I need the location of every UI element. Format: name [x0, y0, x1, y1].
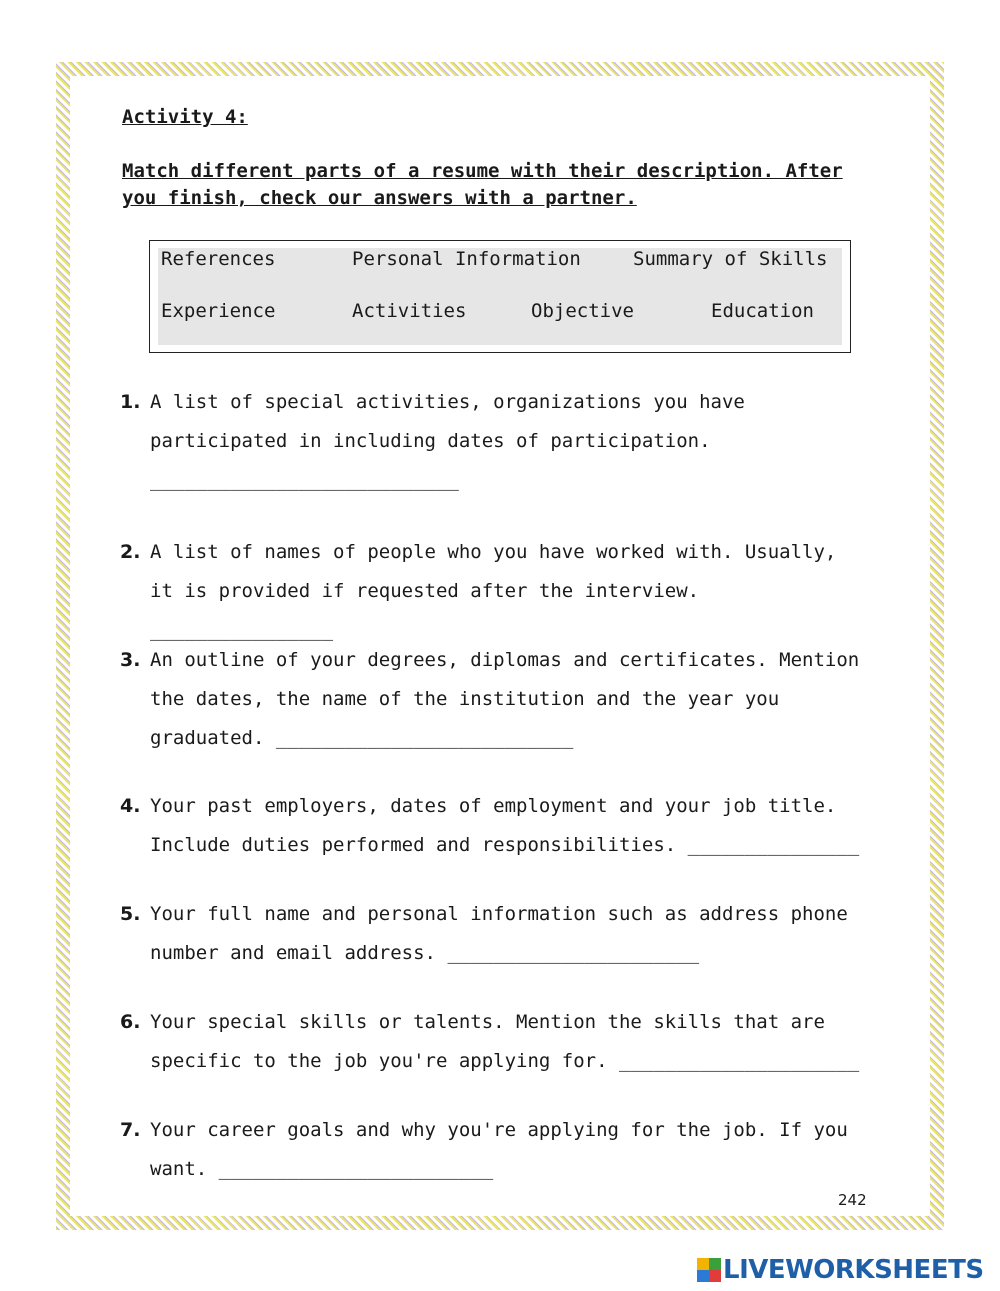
block-green: [709, 1258, 721, 1270]
answer-blank[interactable]: _______________: [687, 834, 860, 856]
question-text: Your special skills or talents. Mention the skills that are specific to the job you're applying for.: [150, 1011, 837, 1072]
answer-blank[interactable]: ________________: [150, 619, 334, 641]
question-text: Your career goals and why you're applying for the job. If you want.: [150, 1119, 860, 1180]
question-5: [120, 895, 865, 973]
question-7: [120, 1111, 865, 1189]
question-number: 1.: [120, 391, 141, 413]
question-3: [120, 641, 871, 758]
word-bank-item: Activities: [352, 300, 467, 322]
word-bank-item: Education: [711, 300, 814, 322]
answer-blank[interactable]: ___________________________: [150, 469, 459, 491]
question-text: A list of names of people who you have worked with. Usually, it is provided if requested after the interview.: [150, 541, 848, 602]
block-yellow: [697, 1258, 709, 1270]
question-number: 3.: [120, 649, 141, 671]
activity-instructions: Match different parts of a resume with their description. After you finish, check our answers with a partner.: [122, 160, 843, 209]
question-text: A list of special activities, organizations you have participated in including dates of participation.: [150, 391, 757, 452]
activity-title: Activity 4:: [122, 106, 248, 128]
question-number: 2.: [120, 541, 141, 563]
block-blue: [697, 1270, 709, 1282]
word-bank-item: References: [161, 248, 276, 270]
question-2: [120, 533, 865, 650]
word-bank-item: Objective: [531, 300, 634, 322]
liveworksheets-blocks-icon: [697, 1258, 721, 1282]
block-red: [709, 1270, 721, 1282]
question-number: 7.: [120, 1119, 141, 1141]
liveworksheets-logo-text: LIVEWORKSHEETS: [723, 1255, 984, 1285]
answer-blank[interactable]: ______________________: [447, 942, 700, 964]
page-number: 242: [838, 1191, 867, 1209]
question-1: [120, 383, 865, 500]
question-number: 6.: [120, 1011, 141, 1033]
question-number: 5.: [120, 903, 141, 925]
word-bank-box: [149, 240, 851, 353]
liveworksheets-logo[interactable]: [697, 1255, 984, 1285]
question-text: Your past employers, dates of employment and your job title. Include duties performed and responsibilities.: [150, 795, 848, 856]
question-text: An outline of your degrees, diplomas and certificates. Mention the dates, the name of the institution and the year you graduated.: [150, 649, 871, 749]
answer-blank[interactable]: __________________________: [275, 727, 574, 749]
answer-blank[interactable]: ________________________: [218, 1158, 494, 1180]
question-4: [120, 787, 865, 865]
word-bank-item: Summary of Skills: [633, 248, 828, 270]
word-bank-item: Personal Information: [352, 248, 581, 270]
question-text: Your full name and personal information such as address phone number and email address.: [150, 903, 860, 964]
question-number: 4.: [120, 795, 141, 817]
question-6: [120, 1003, 865, 1081]
answer-blank[interactable]: _____________________: [619, 1050, 860, 1072]
word-bank-item: Experience: [161, 300, 276, 322]
